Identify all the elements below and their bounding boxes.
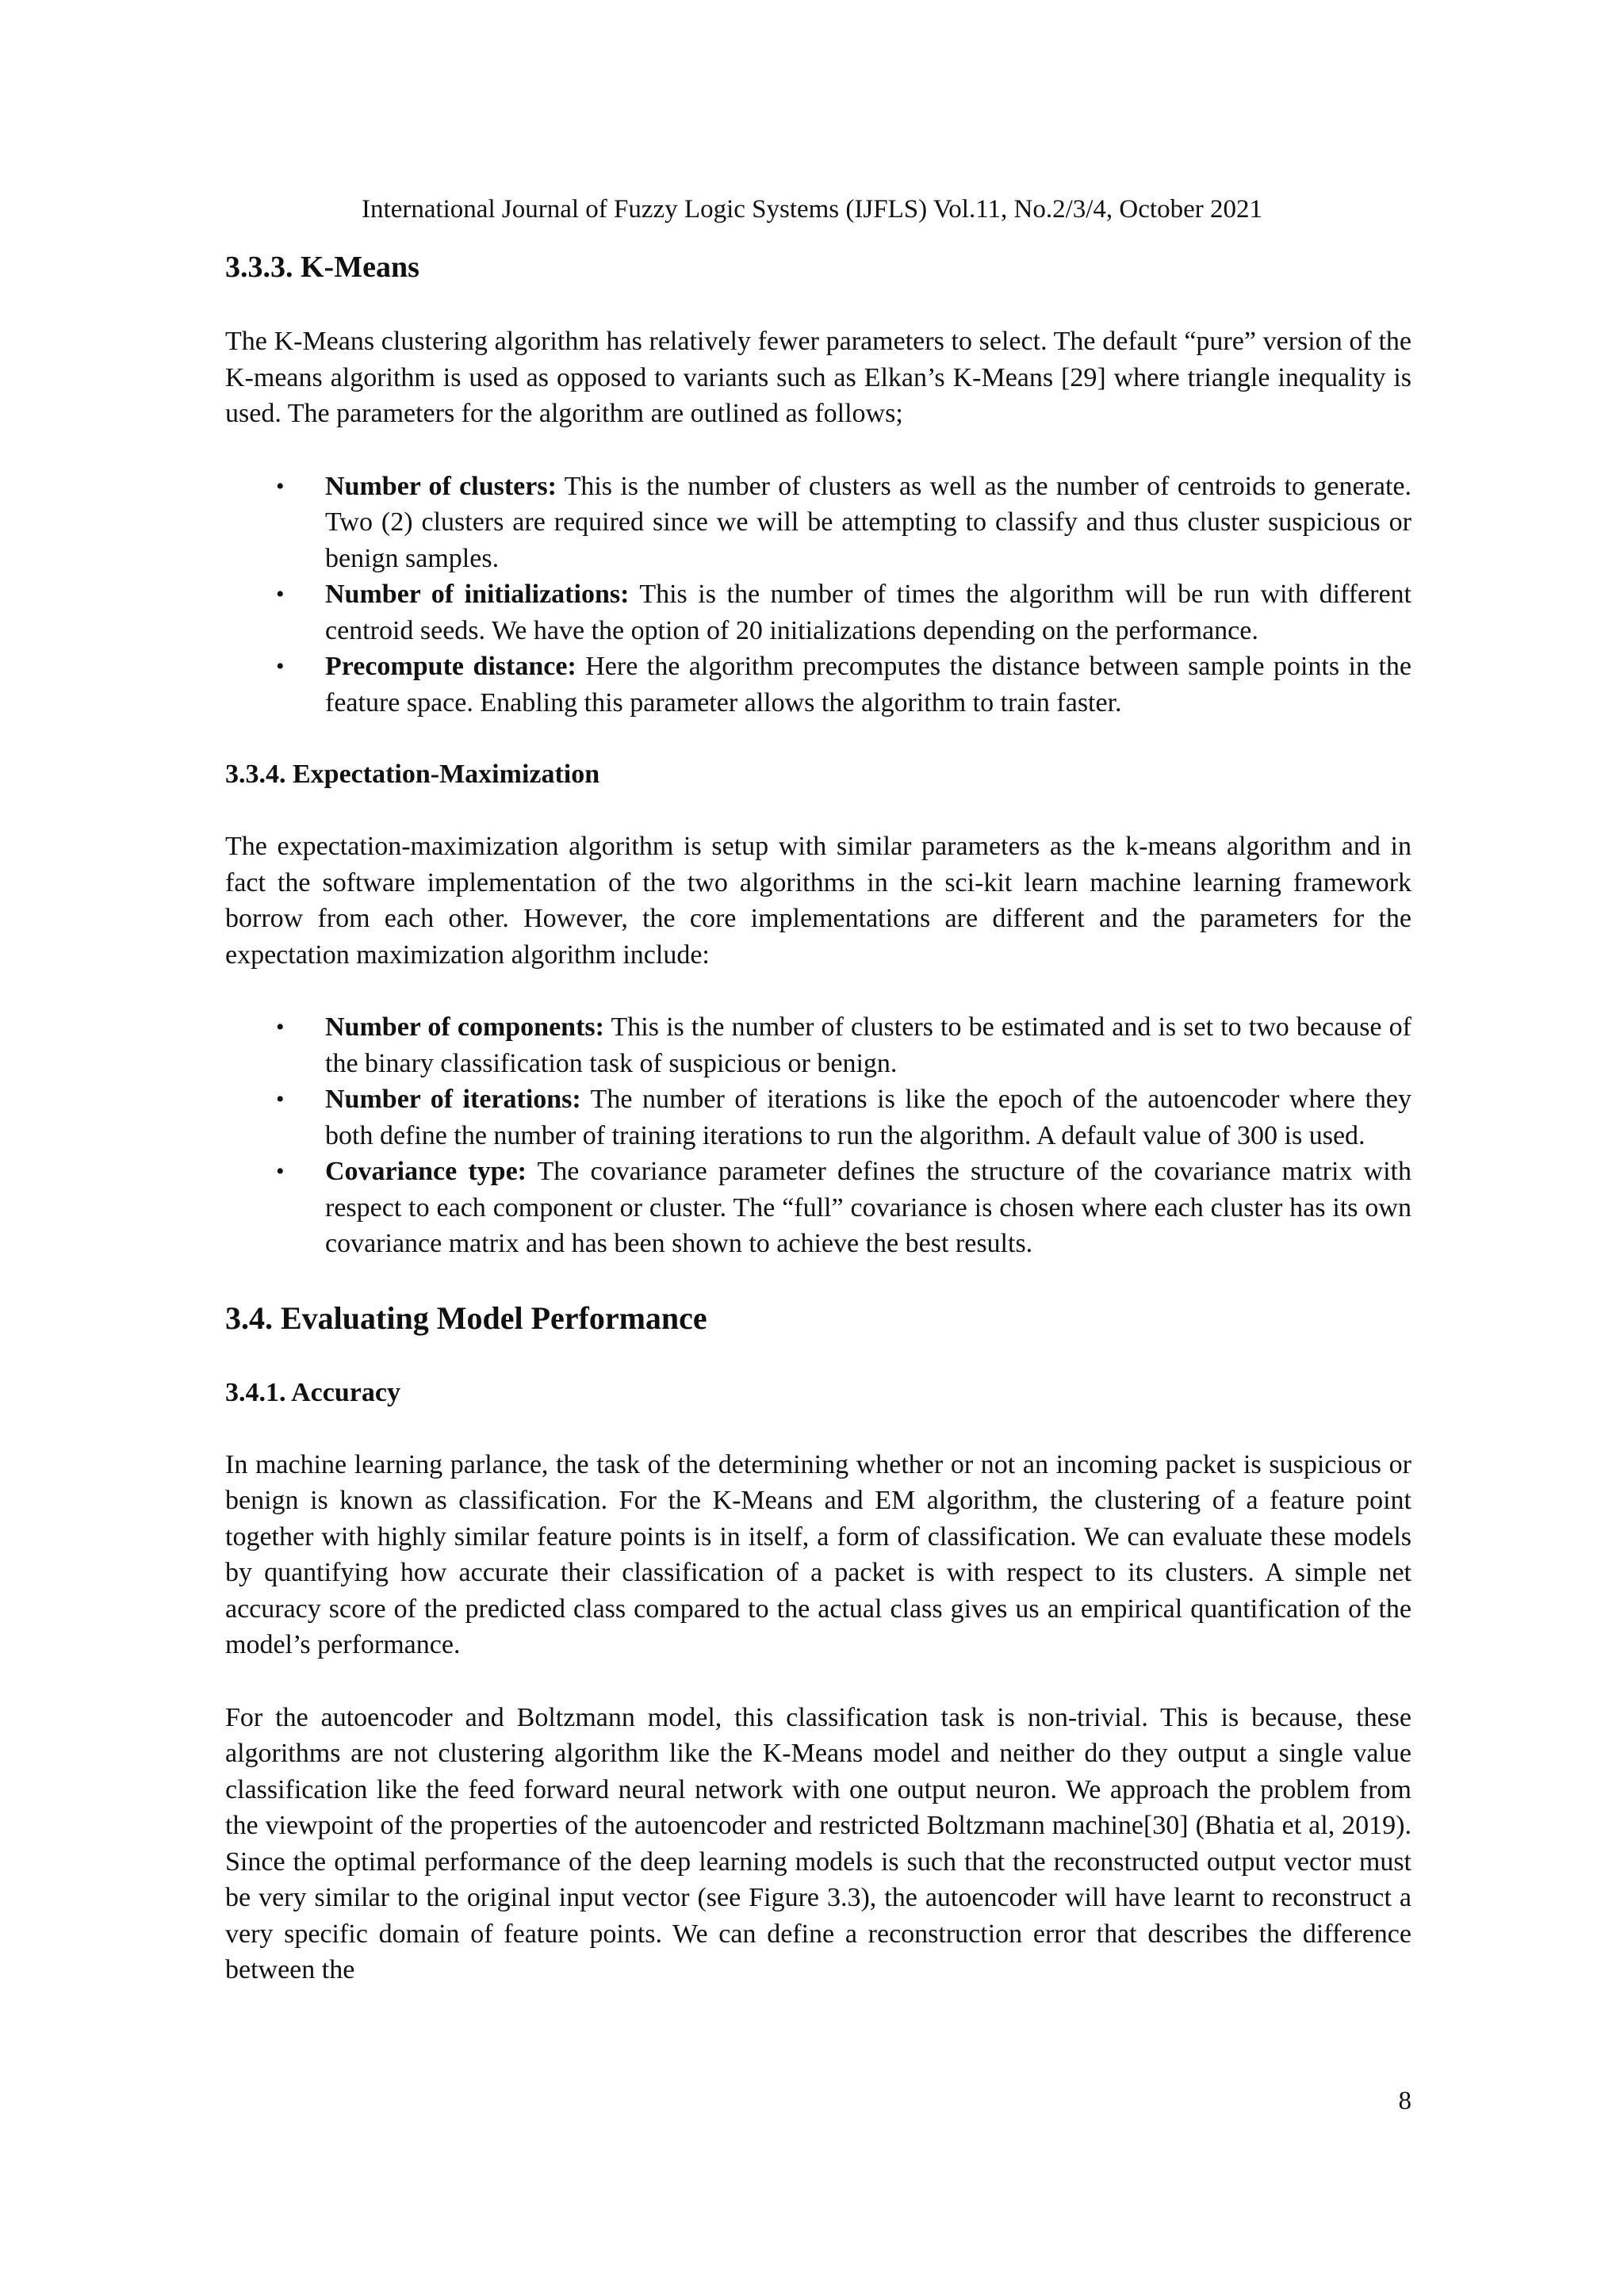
list-item-term: Number of iterations: [325,1085,581,1114]
em-parameter-list [225,1009,1411,1262]
list-item-term: Number of components: [325,1012,604,1042]
list-item [225,1154,1411,1262]
section-heading-accuracy: 3.4.1. Accuracy [225,1377,400,1407]
list-item [225,649,1411,721]
bullet-icon: • [276,1014,285,1040]
list-item-term: Number of initializations: [325,580,630,609]
list-item-text: This is the number of clusters to be estimated and is set to two because of the binary classification task of suspicious or benign. [325,1012,1411,1078]
list-item [225,469,1411,577]
section-heading-em: 3.3.4. Expectation-Maximization [225,760,600,789]
list-item [225,576,1411,649]
list-item [225,1009,1411,1081]
accuracy-paragraph-1: In machine learning parlance, the task of the determining whether or not an incoming packet is suspicious or benign is known as classification. For the K-Means and EM algorithm, the clustering of a feature point together with highly similar feature points is in itself, a form of classification. We can evaluate these models by quantifying how accurate their classification of a packet is with respect to its clusters. A simple net accuracy score of the predicted class compared to the actual class gives us an empirical quantification of the model’s performance. [225,1449,1411,1659]
kmeans-parameter-list [225,469,1411,721]
page-content [225,247,1411,1988]
list-item-text: Here the algorithm precomputes the distance between sample points in the feature space. Enabling this parameter allows the algorithm to train faster. [325,652,1411,718]
em-intro-paragraph: The expectation-maximization algorithm is setup with similar parameters as the k-means algorithm and in fact the software implementation of the two algorithms in the sci-kit learn machine learning framework borrow from each other. However, the core implementations are different and the parameters for the expectation maximization algorithm include: [225,832,1411,970]
list-item-text: This is the number of clusters as well as the number of centroids to generate. Two (2) clusters are required since we will be attempting to classify and thus cluster suspicious or benign samples. [325,471,1411,573]
running-header: International Journal of Fuzzy Logic Systems (IJFLS) Vol.11, No.2/3/4, October 2021 [362,195,1262,224]
bullet-icon: • [276,1086,285,1112]
bullet-icon: • [276,581,285,607]
bullet-icon: • [276,653,285,679]
list-item-text: The number of iterations is like the epoch of the autoencoder where they both define the number of training iterations to run the algorithm. A default value of 300 is used. [325,1085,1412,1150]
page-number: 8 [1398,2087,1411,2115]
list-item-text: This is the number of times the algorithm will be run with different centroid seeds. We have the option of 20 initializations depending on the performance. [325,580,1411,645]
accuracy-paragraph-2: For the autoencoder and Boltzmann model, this classification task is non-trivial. This is because, these algorithms are not clustering algorithm like the K-Means model and neither do they output a single value classification like the feed forward neural network with one output neuron. We approach the problem from the viewpoint of the properties of the autoencoder and restricted Boltzmann machine[30] (Bhatia et al, 2019). Since the optimal performance of the deep learning models is such that the reconstructed output vector must be very similar to the original input vector (see Figure 3.3), the autoencoder will have learnt to reconstruct a very specific domain of feature points. We can define a reconstruction error that describes the difference between the [225,1702,1411,1984]
bullet-icon: • [276,473,285,499]
list-item-term: Covariance type: [325,1157,527,1186]
section-heading-evaluation: 3.4. Evaluating Model Performance [225,1299,707,1336]
list-item [225,1081,1411,1154]
list-item-text: The covariance parameter defines the structure of the covariance matrix with respect to each component or cluster. The “full” covariance is chosen where each cluster has its own covariance matrix and has been shown to achieve the best results. [325,1157,1411,1258]
bullet-icon: • [276,1158,285,1184]
kmeans-intro-paragraph: The K-Means clustering algorithm has relatively fewer parameters to select. The default “pure” version of the K-means algorithm is used as opposed to variants such as Elkan’s K-Means [29] where triangle inequality is used. The parameters for the algorithm are outlined as follows; [225,327,1411,428]
list-item-term: Precompute distance: [325,652,576,681]
list-item-term: Number of clusters: [325,471,557,501]
section-heading-kmeans: 3.3.3. K-Means [225,251,419,284]
